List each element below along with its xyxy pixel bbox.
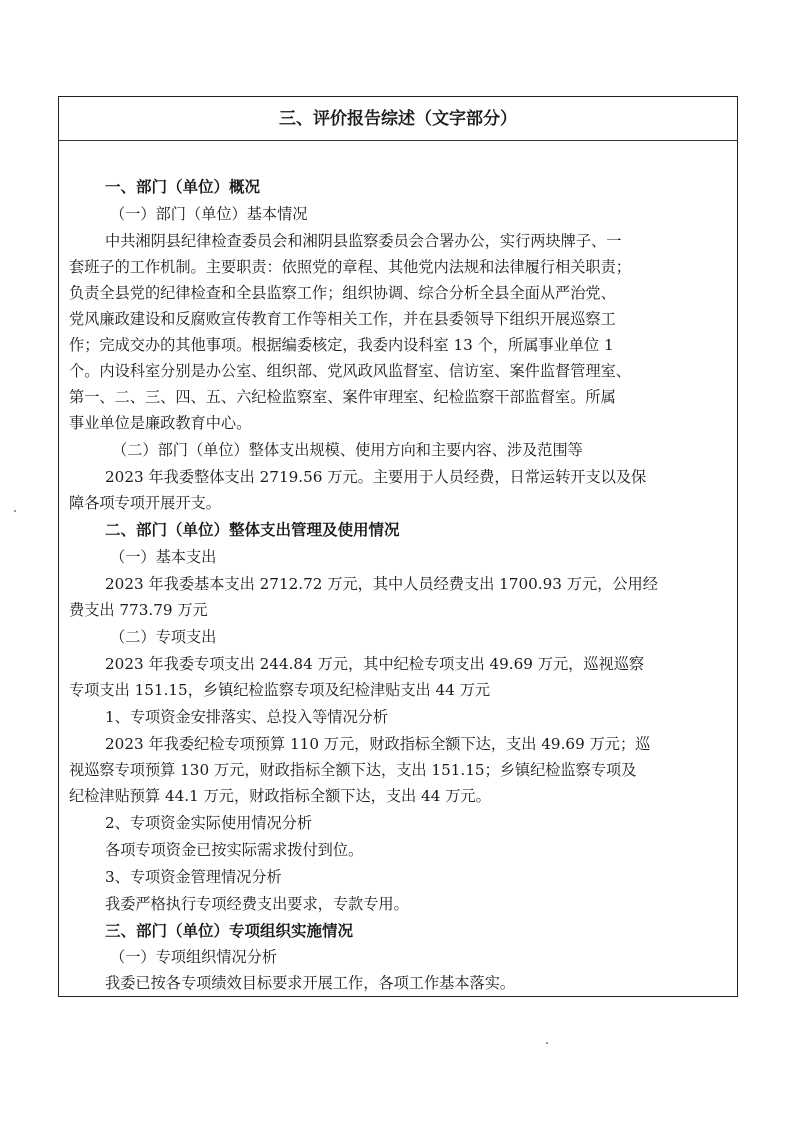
paragraph-line: 第一、二、三、四、五、六纪检监察室、案件审理室、纪检监察干部监督室。所属 <box>69 388 616 406</box>
paragraph-line: 中共湘阴县纪律检查委员会和湘阴县监察委员会合署办公，实行两块牌子、一 <box>105 232 622 250</box>
subsection-heading: （一）专项组织情况分析 <box>110 948 278 966</box>
subsection-heading: （二）部门（单位）整体支出规模、使用方向和主要内容、涉及范围等 <box>112 441 583 459</box>
item-heading: 1、专项资金安排落实、总投入等情况分析 <box>105 708 389 726</box>
paragraph-line: 套班子的工作机制。主要职责：依照党的章程、其他党内法规和法律履行相关职责； <box>69 258 631 276</box>
subsection-heading: （一）基本支出 <box>110 548 217 566</box>
paragraph-line: 2023 年我委纪检专项预算 110 万元，财政指标全额下达，支出 49.69 万元；巡 <box>105 735 651 753</box>
paragraph-line: 2023 年我委整体支出 2719.56 万元。主要用于人员经费，日常运转开支以及保 <box>105 468 647 486</box>
paragraph-line: 我委已按各专项绩效目标要求开展工作，各项工作基本落实。 <box>105 974 516 992</box>
paragraph-line: 视巡察专项预算 130 万元，财政指标全额下达，支出 151.15；乡镇纪检监察专项及 <box>69 761 637 779</box>
paragraph-line: 事业单位是廉政教育中心。 <box>69 414 252 432</box>
section-heading-2: 二、部门（单位）整体支出管理及使用情况 <box>105 521 400 539</box>
paragraph-line: 作；完成交办的其他事项。根据编委核定，我委内设科室 13 个，所属事业单位 1 <box>69 336 614 354</box>
paragraph-line: 党风廉政建设和反腐败宣传教育工作等相关工作，并在县委领导下组织开展巡察工 <box>69 310 616 328</box>
paragraph-line: 个。内设科室分别是办公室、组织部、党风政风监督室、信访室、案件监督管理室、 <box>69 362 631 380</box>
paragraph-line: 我委严格执行专项经费支出要求，专款专用。 <box>105 895 409 913</box>
page-title: 三、评价报告综述（文字部分） <box>279 109 517 129</box>
paragraph-line: 2023 年我委基本支出 2712.72 万元，其中人员经费支出 1700.93 万元，公用经 <box>105 575 658 593</box>
paragraph-line: 各项专项资金已按实际需求拨付到位。 <box>105 841 364 859</box>
item-heading: 3、专项资金管理情况分析 <box>105 868 282 886</box>
paragraph-line: 专项支出 151.15，乡镇纪检监察专项及纪检津贴支出 44 万元 <box>69 681 491 699</box>
subsection-heading: （一）部门（单位）基本情况 <box>110 205 308 223</box>
title-divider <box>58 140 738 141</box>
paragraph-line: 2023 年我委专项支出 244.84 万元，其中纪检专项支出 49.69 万元，巡视巡察 <box>105 655 645 673</box>
paragraph-line: 纪检津贴预算 44.1 万元，财政指标全额下达，支出 44 万元。 <box>69 787 491 805</box>
scan-speck <box>14 510 16 512</box>
scan-speck <box>546 1042 548 1044</box>
paragraph-line: 障各项专项开展开支。 <box>69 494 221 512</box>
frame-bottom-border <box>58 996 738 997</box>
paragraph-line: 负责全县党的纪律检查和全县监察工作；组织协调、综合分析全县全面从严治党、 <box>69 284 616 302</box>
section-heading-1: 一、部门（单位）概况 <box>105 178 261 196</box>
paragraph-line: 费支出 773.79 万元 <box>69 601 208 619</box>
subsection-heading: （二）专项支出 <box>110 628 217 646</box>
item-heading: 2、专项资金实际使用情况分析 <box>105 814 313 832</box>
section-heading-3: 三、部门（单位）专项组织实施情况 <box>105 922 354 940</box>
